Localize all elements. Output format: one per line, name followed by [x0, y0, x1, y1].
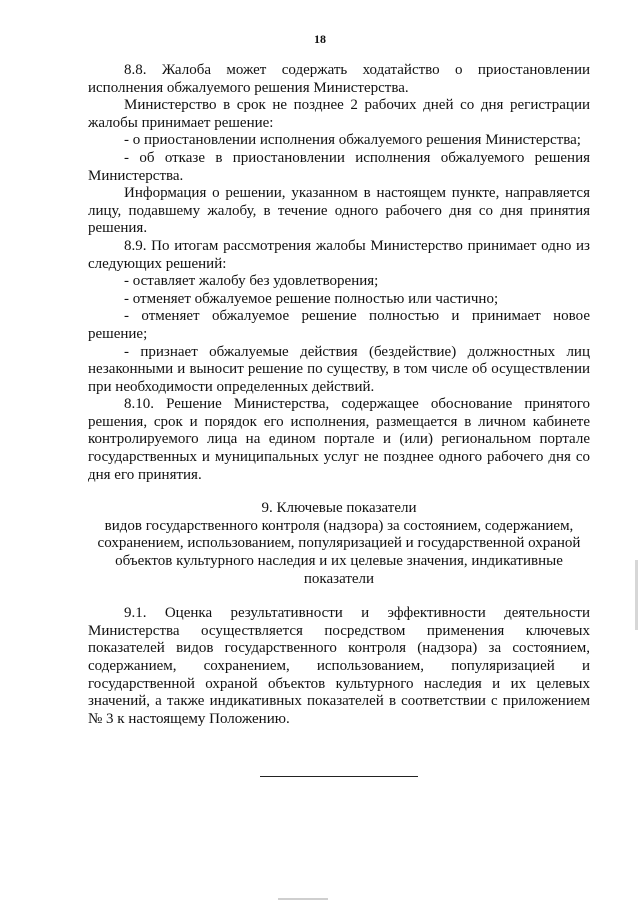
- list-item-refuse-suspend: - об отказе в приостановлении исполнения обжалуемого решения Министерства.: [88, 149, 590, 184]
- section-9-title: 9. Ключевые показатели: [261, 500, 417, 517]
- paragraph-8-8: 8.8. Жалоба может содержать ходатайство о приостановлении исполнения обжалуемого решения Министерства.: [88, 62, 590, 96]
- paragraph-8-10: 8.10. Решение Министерства, содержащее обоснование принятого решения, срок и порядок его исполнения, размещается в личном кабинете контролируемого лица на едином портале и (или) региональном портале государственных и муниципальных услуг не позднее одного рабочего дня со дня его принятия.: [88, 396, 590, 483]
- spacer: [88, 588, 590, 605]
- paragraph-8-8-info: Информация о решении, указанном в настоящем пункте, направляется лицу, подавшему жалобу, в течение одного рабочего дня со дня принятия решения.: [88, 185, 590, 237]
- paragraph-8-8-decision: Министерство в срок не позднее 2 рабочих дней со дня регистрации жалобы принимает решение:: [88, 97, 590, 131]
- section-9-subtitle: видов государственного контроля (надзора) за состоянием, содержанием, сохранением, использованием, популяризацией и государственной охраной объектов культурного наследия и их целевые значения, индикативные показатели: [97, 517, 581, 587]
- list-item-suspend: - о приостановлении исполнения обжалуемого решения Министерства;: [124, 132, 581, 149]
- list-item-cancel-partial: - отменяет обжалуемое решение полностью или частично;: [124, 290, 499, 307]
- list-item-leave-unsatisfied: - оставляет жалобу без удовлетворения;: [124, 273, 379, 290]
- list-item-cancel-new: - отменяет обжалуемое решение полностью и принимает новое решение;: [88, 308, 590, 342]
- paragraph-8-9: 8.9. По итогам рассмотрения жалобы Министерство принимает одно из следующих решений:: [88, 237, 590, 272]
- scan-edge-mark: [635, 560, 638, 630]
- list-item-recognize-illegal: - признает обжалуемые действия (бездействие) должностных лиц незаконными и выносит решение по существу, в том числе об осуществлении при необходимости определенных действий.: [88, 343, 590, 395]
- document-body: [88, 62, 590, 728]
- scan-bottom-mark: [278, 898, 328, 900]
- end-divider: [260, 776, 418, 777]
- page-number: 18: [314, 32, 326, 46]
- paragraph-9-1: 9.1. Оценка результативности и эффективности деятельности Министерства осуществляется посредством применения ключевых показателей видов государственного контроля (надзора) за состоянием, содержанием, сохранением, использованием, популяризацией и государственной охраной объектов культурного наследия и их целевых значений, а также индикативных показателей в соответствии с приложением № 3 к настоящему Положению.: [88, 605, 590, 727]
